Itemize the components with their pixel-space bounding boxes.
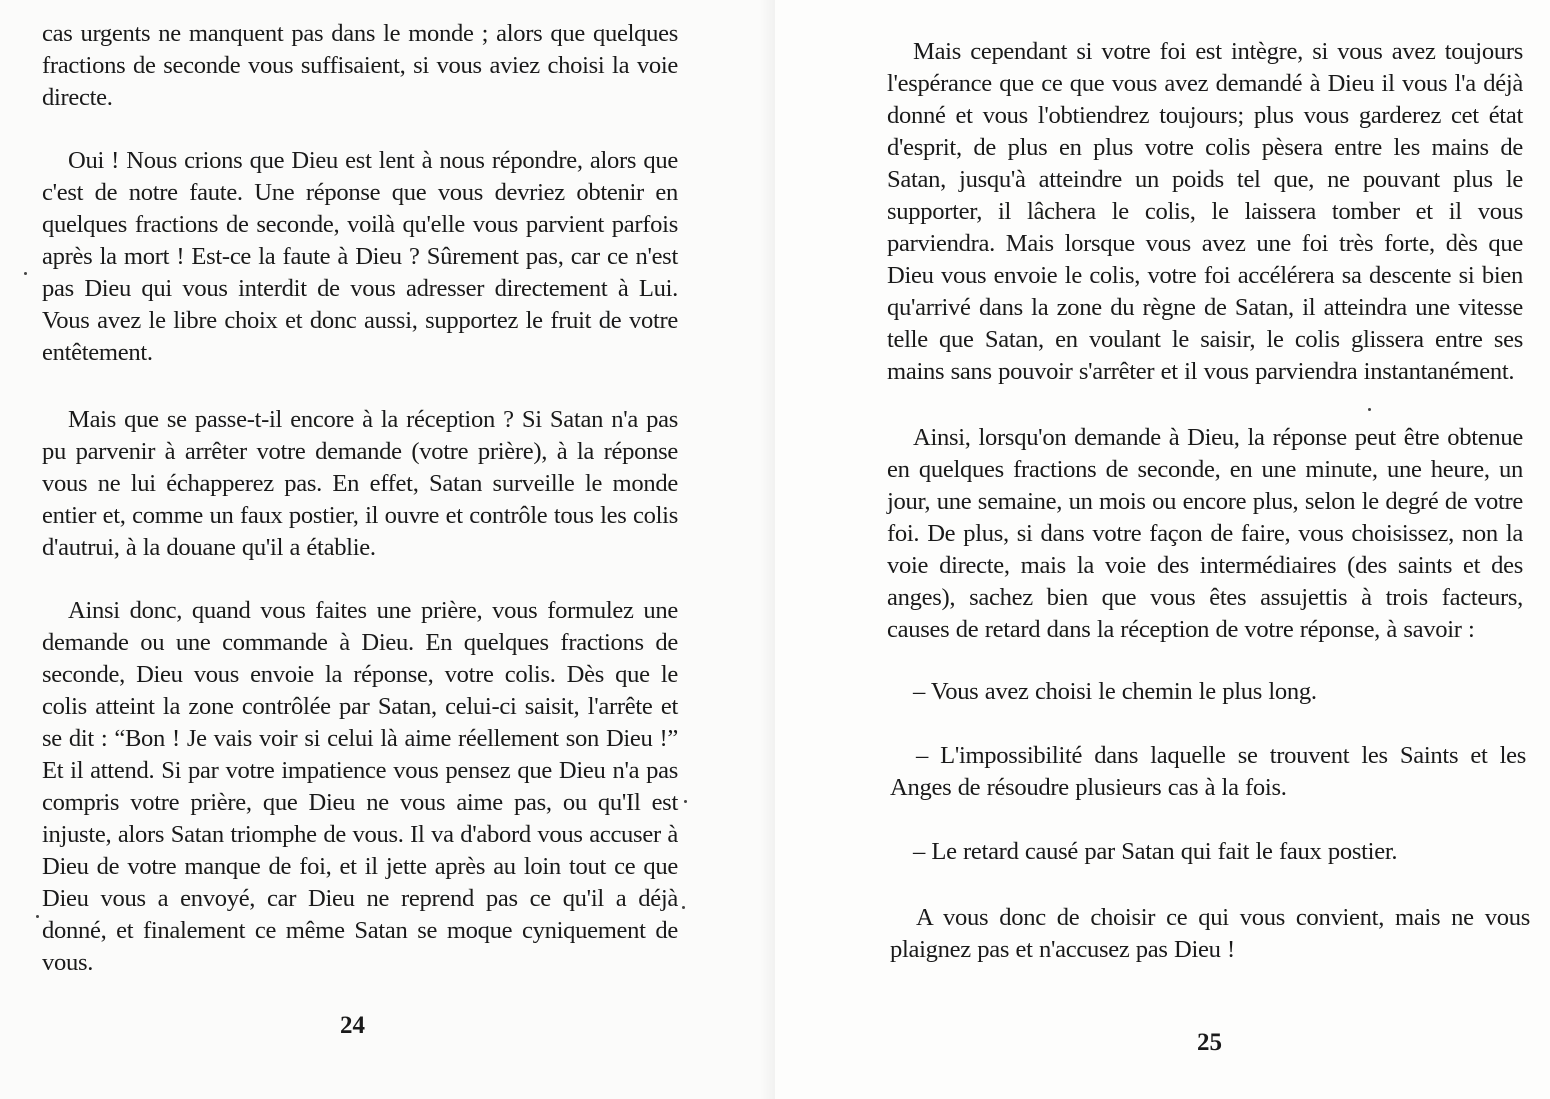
scan-speck — [1368, 408, 1371, 411]
right-list-item-1: – Vous avez choisi le chemin le plus long. — [913, 678, 1317, 705]
right-list-item-2: – L'impossibilité dans laquelle se trouvent les Saints et les Anges de résoudre plusieurs cas à la fois. — [890, 742, 1526, 801]
left-paragraph-1: cas urgents ne manquent pas dans le monde ; alors que quelques fractions de seconde vous suffisaient, si vous aviez choisi la voie directe. — [42, 20, 678, 111]
scan-speck — [36, 915, 39, 918]
right-paragraph-2: Ainsi, lorsqu'on demande à Dieu, la réponse peut être obtenue en quelques fractions de seconde, en une minute, une heure, un jour, une semaine, un mois ou encore plus, selon le degré de votre foi. De plus, si dans votre façon de faire, vous choisissez, non la voie directe, mais la voie des intermédiaires (des saints et des anges), sachez bien que vous êtes assujettis à trois facteurs, causes de retard dans la réception de votre réponse, à savoir : — [887, 424, 1523, 643]
right-paragraph-closing: A vous donc de choisir ce qui vous convient, mais ne vous plaignez pas et n'accusez pas Dieu ! — [890, 904, 1530, 963]
page-number-left: 24 — [340, 1012, 365, 1039]
scan-speck — [682, 906, 685, 909]
left-paragraph-2: Oui ! Nous crions que Dieu est lent à nous répondre, alors que c'est de notre faute. Une réponse que vous devriez obtenir en quelques fractions de seconde, voilà qu'elle vous parvient parfois après la mort ! Est-ce la faute à Dieu ? Sûrement pas, car ce n'est pas Dieu qui vous interdit de vous adresser directement à Lui. Vous avez le libre choix et donc aussi, supportez le fruit de votre entêtement. — [42, 147, 678, 366]
page-number-right: 25 — [1197, 1029, 1222, 1056]
left-paragraph-4: Ainsi donc, quand vous faites une prière, vous formulez une demande ou une commande à Dieu. En quelques fractions de seconde, Dieu vous envoie la réponse, votre colis. Dès que le colis atteint la zone contrôlée par Satan, celui-ci saisit, l'arrête et se dit : “Bon ! Je vais voir si celui là aime réellement son Dieu !” Et il attend. Si par votre impatience vous pensez que Dieu n'a pas compris votre prière, que Dieu ne vous aime pas, ou qu'Il est injuste, alors Satan triomphe de vous. Il va d'abord vous accuser à Dieu de votre manque de foi, et il jette après au loin tout ce que Dieu vous a envoyé, car Dieu ne reprend pas ce qu'il a déjà donné, et finalement ce même Satan se moque cyniquement de vous. — [42, 597, 678, 976]
scan-speck — [684, 800, 687, 803]
right-paragraph-1: Mais cependant si votre foi est intègre, si vous avez toujours l'espérance que ce que vous avez demandé à Dieu il vous l'a déjà donné et vous l'obtiendrez toujours; plus vous garderez cet état d'esprit, de plus en plus votre colis pèsera entre les mains de Satan, jusqu'à atteindre un poids tel que, ne pouvant plus le supporter, il lâchera le colis, le laissera tomber et il vous parviendra. Mais lorsque vous avez une foi très forte, dès que Dieu vous envoie le colis, votre foi accélérera sa descente si bien qu'arrivé dans la zone du règne de Satan, il atteindra une vitesse telle que Satan, en voulant le saisir, le colis glissera entre ses mains sans pouvoir s'arrêter et il vous parviendra instantanément. — [887, 38, 1523, 385]
right-list-item-3: – Le retard causé par Satan qui fait le faux postier. — [913, 838, 1398, 865]
right-page — [775, 0, 1550, 1099]
left-paragraph-3: Mais que se passe-t-il encore à la réception ? Si Satan n'a pas pu parvenir à arrêter votre demande (votre prière), à la réponse vous ne lui échapperez pas. En effet, Satan surveille le monde entier et, comme un faux postier, il ouvre et contrôle tous les colis d'autrui, à la douane qu'il a établie. — [42, 406, 678, 561]
scan-speck — [24, 272, 27, 275]
